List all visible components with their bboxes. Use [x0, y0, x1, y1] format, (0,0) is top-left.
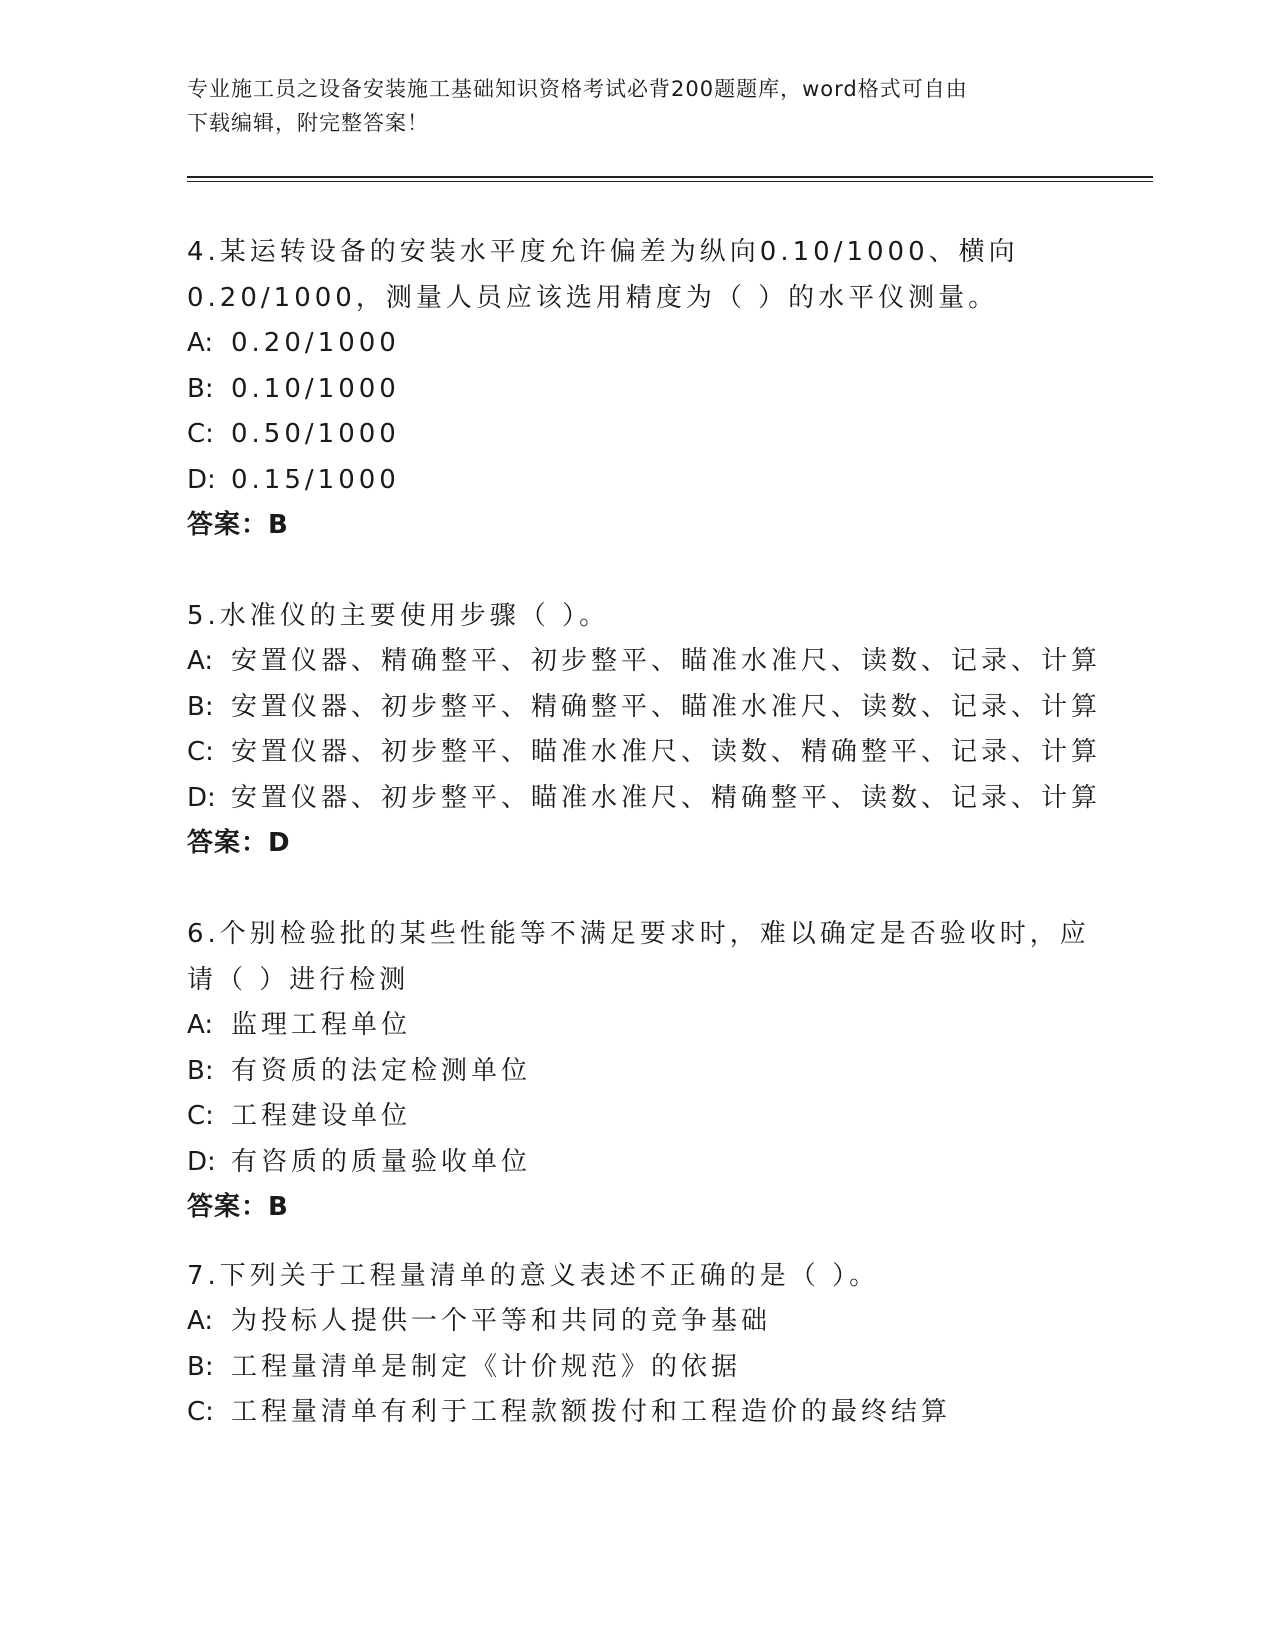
document-header [187, 72, 1067, 140]
option-letter: B: [187, 691, 214, 722]
option-letter: D: [187, 1146, 216, 1177]
option-text: 工程量清单有利于工程款额拨付和工程造价的最终结算 [231, 1397, 952, 1427]
option-letter: A: [187, 1306, 214, 1336]
option-text: 0.50/1000 [231, 419, 400, 449]
header-line-1: 专业施工员之设备安装施工基础知识资格考试必背200题题库，word格式可自由 [187, 77, 968, 101]
option-letter: C: [187, 1101, 214, 1131]
option-d [187, 1140, 1087, 1186]
option-text: 0.10/1000 [231, 373, 400, 404]
option-text: 为投标人提供一个平等和共同的竞争基础 [231, 1306, 772, 1336]
question-stem-line: 0.20/1000，测量人员应该选用精度为（ ）的水平仪测量。 [187, 283, 999, 313]
option-text: 0.15/1000 [231, 464, 400, 495]
option-b [187, 685, 1102, 731]
option-c [187, 730, 1102, 776]
option-text: 安置仪器、初步整平、瞄准水准尺、精确整平、读数、记录、计算 [231, 782, 1102, 813]
option-text: 监理工程单位 [231, 1010, 412, 1040]
option-c [187, 1094, 1087, 1140]
option-d [187, 776, 1102, 822]
option-c [187, 412, 1087, 458]
option-text: 有资质的法定检测单位 [231, 1055, 532, 1086]
answer-line: 答案：B [187, 510, 289, 540]
option-text: 工程量清单是制定《计价规范》的依据 [231, 1351, 742, 1382]
question-stem-line: 7.下列关于工程量清单的意义表述不正确的是（ ）。 [187, 1261, 880, 1291]
answer-line: 答案：B [187, 1192, 289, 1222]
header-line-2: 下载编辑，附完整答案！ [187, 111, 429, 135]
option-d [187, 458, 1087, 504]
option-a [187, 1003, 1087, 1049]
question-stem-line: 6.个别检验批的某些性能等不满足要求时，难以确定是否验收时，应 [187, 919, 1090, 949]
option-text: 0.20/1000 [231, 328, 400, 358]
option-a [187, 1299, 1087, 1345]
question-stem-line: 4.某运转设备的安装水平度允许偏差为纵向0.10/1000、横向 [187, 237, 1019, 267]
header-divider-thin [187, 181, 1153, 182]
option-letter: A: [187, 646, 214, 676]
answer-line: 答案：D [187, 828, 291, 858]
option-text: 有咨质的质量验收单位 [231, 1146, 532, 1177]
option-text: 安置仪器、精确整平、初步整平、瞄准水准尺、读数、记录、计算 [231, 646, 1102, 676]
option-text: 安置仪器、初步整平、精确整平、瞄准水准尺、读数、记录、计算 [231, 691, 1102, 722]
question-stem-line: 请（ ）进行检测 [187, 965, 410, 995]
option-a [187, 639, 1102, 685]
option-a [187, 321, 1087, 367]
option-letter: B: [187, 373, 214, 404]
option-letter: C: [187, 1397, 214, 1427]
question-6 [187, 911, 1090, 1231]
option-letter: C: [187, 419, 214, 449]
option-letter: D: [187, 782, 216, 813]
option-text: 安置仪器、初步整平、瞄准水准尺、读数、精确整平、记录、计算 [231, 737, 1102, 767]
question-stem-line: 5.水准仪的主要使用步骤（ ）。 [187, 601, 610, 631]
option-c [187, 1390, 1087, 1436]
header-divider-thick [187, 176, 1153, 178]
option-letter: D: [187, 464, 216, 495]
option-b [187, 1345, 1087, 1391]
option-letter: B: [187, 1055, 214, 1086]
option-letter: C: [187, 737, 214, 767]
option-b [187, 1049, 1087, 1095]
question-7 [187, 1253, 1087, 1436]
option-letter: B: [187, 1351, 214, 1382]
question-4 [187, 229, 1087, 549]
option-text: 工程建设单位 [231, 1101, 412, 1131]
option-b [187, 367, 1087, 413]
option-letter: A: [187, 328, 214, 358]
option-letter: A: [187, 1010, 214, 1040]
question-5 [187, 593, 1102, 867]
